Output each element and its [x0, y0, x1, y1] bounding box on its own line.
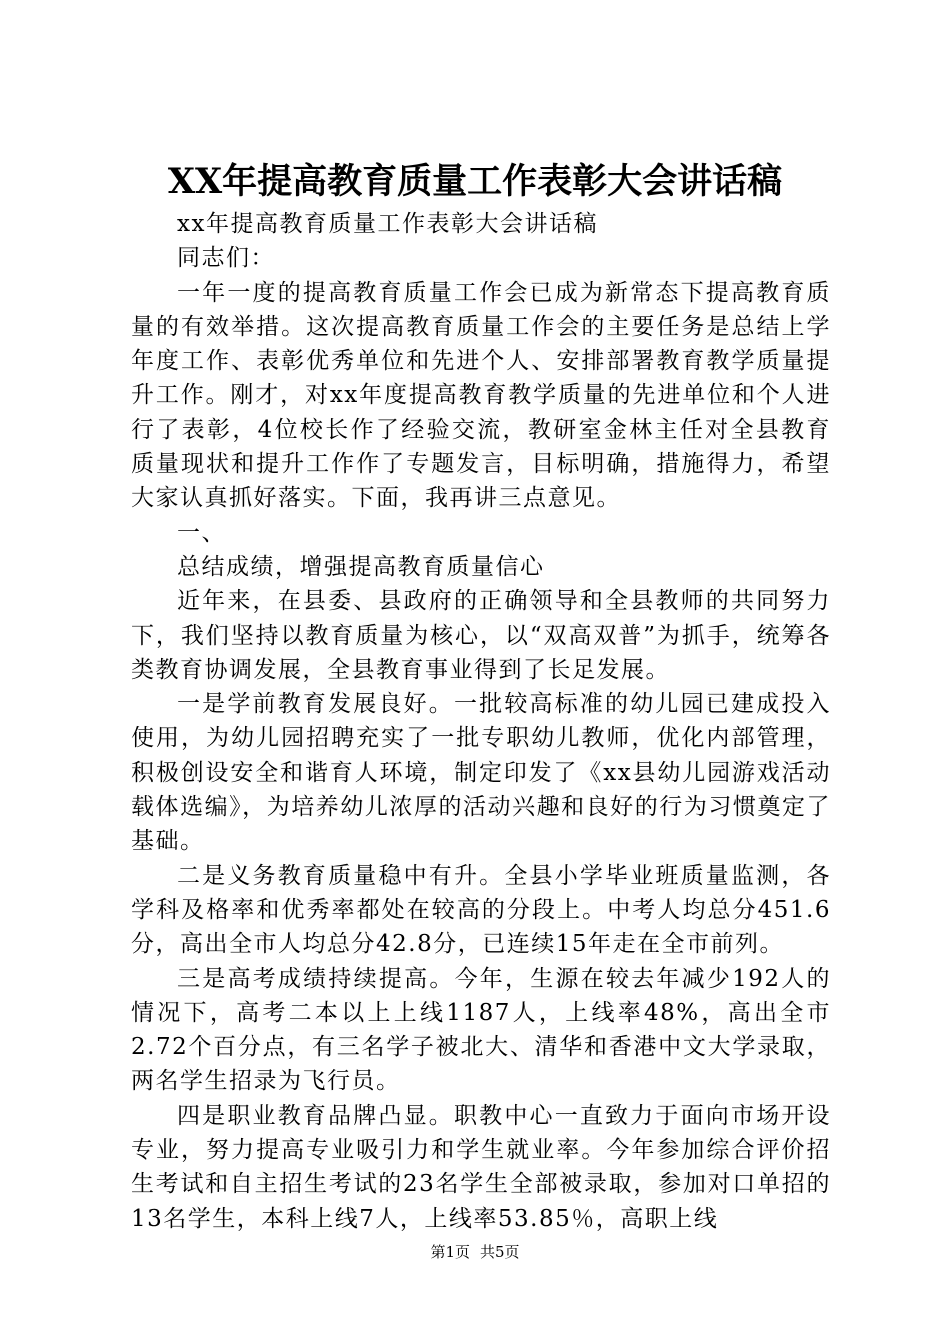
body-paragraph: 二是义务教育质量稳中有升。全县小学毕业班质量监测，各学科及格率和优秀率都处在较高的分段上。中考人均总分451.6分，高出全市人均总分42.8分，已连续15年走在全市前列。	[131, 862, 831, 958]
body-paragraph: 四是职业教育品牌凸显。职教中心一直致力于面向市场开设专业，努力提高专业吸引力和学生就业率。今年参加综合评价招生考试和自主招生考试的23名学生全部被录取，参加对口单招的13名学生，本科上线7人，上线率53.85％，高职上线	[131, 1102, 831, 1232]
salutation-paragraph: 同志们：	[177, 245, 275, 272]
body-paragraph: 一是学前教育发展良好。一批较高标准的幼儿园已建成投入使用，为幼儿园招聘充实了一批专职幼儿教师，优化内部管理，积极创设安全和谐育人环境，制定印发了《xx县幼儿园游戏活动载体选编》，为培养幼儿浓厚的活动兴趣和良好的行为习惯奠定了基础。	[131, 691, 831, 855]
page-number: 第1页	[430, 1243, 470, 1261]
page-footer	[0, 1242, 950, 1262]
page-total: 共5页	[480, 1243, 520, 1261]
intro-paragraph: 一年一度的提高教育质量工作会已成为新常态下提高教育质量的有效举措。这次提高教育质量工作会的主要任务是总结上学年度工作、表彰优秀单位和先进个人、安排部署教育教学质量提升工作。刚才，对xx年度提高教育教学质量的先进单位和个人进行了表彰，4位校长作了经验交流，教研室金林主任对全县教育质量现状和提升工作作了专题发言，目标明确，措施得力，希望大家认真抓好落实。下面，我再讲三点意见。	[131, 279, 831, 512]
body-paragraph: 近年来，在县委、县政府的正确领导和全县教师的共同努力下，我们坚持以教育质量为核心，以“双高双普”为抓手，统筹各类教育协调发展，全县教育事业得到了长足发展。	[131, 588, 831, 683]
document-title: XX年提高教育质量工作表彰大会讲话稿	[167, 161, 783, 202]
document-body	[131, 207, 831, 1236]
subtitle-paragraph: xx年提高教育质量工作表彰大会讲话稿	[177, 211, 598, 237]
section-heading: 总结成绩，增强提高教育质量信心	[177, 553, 545, 580]
section-number: 一、	[177, 519, 226, 546]
body-paragraph: 三是高考成绩持续提高。今年，生源在较去年减少192人的情况下，高考二本以上上线1187人，上线率48%，高出全市2.72个百分点，有三名学子被北大、清华和香港中文大学录取，两名学生招录为飞行员。	[131, 965, 831, 1095]
